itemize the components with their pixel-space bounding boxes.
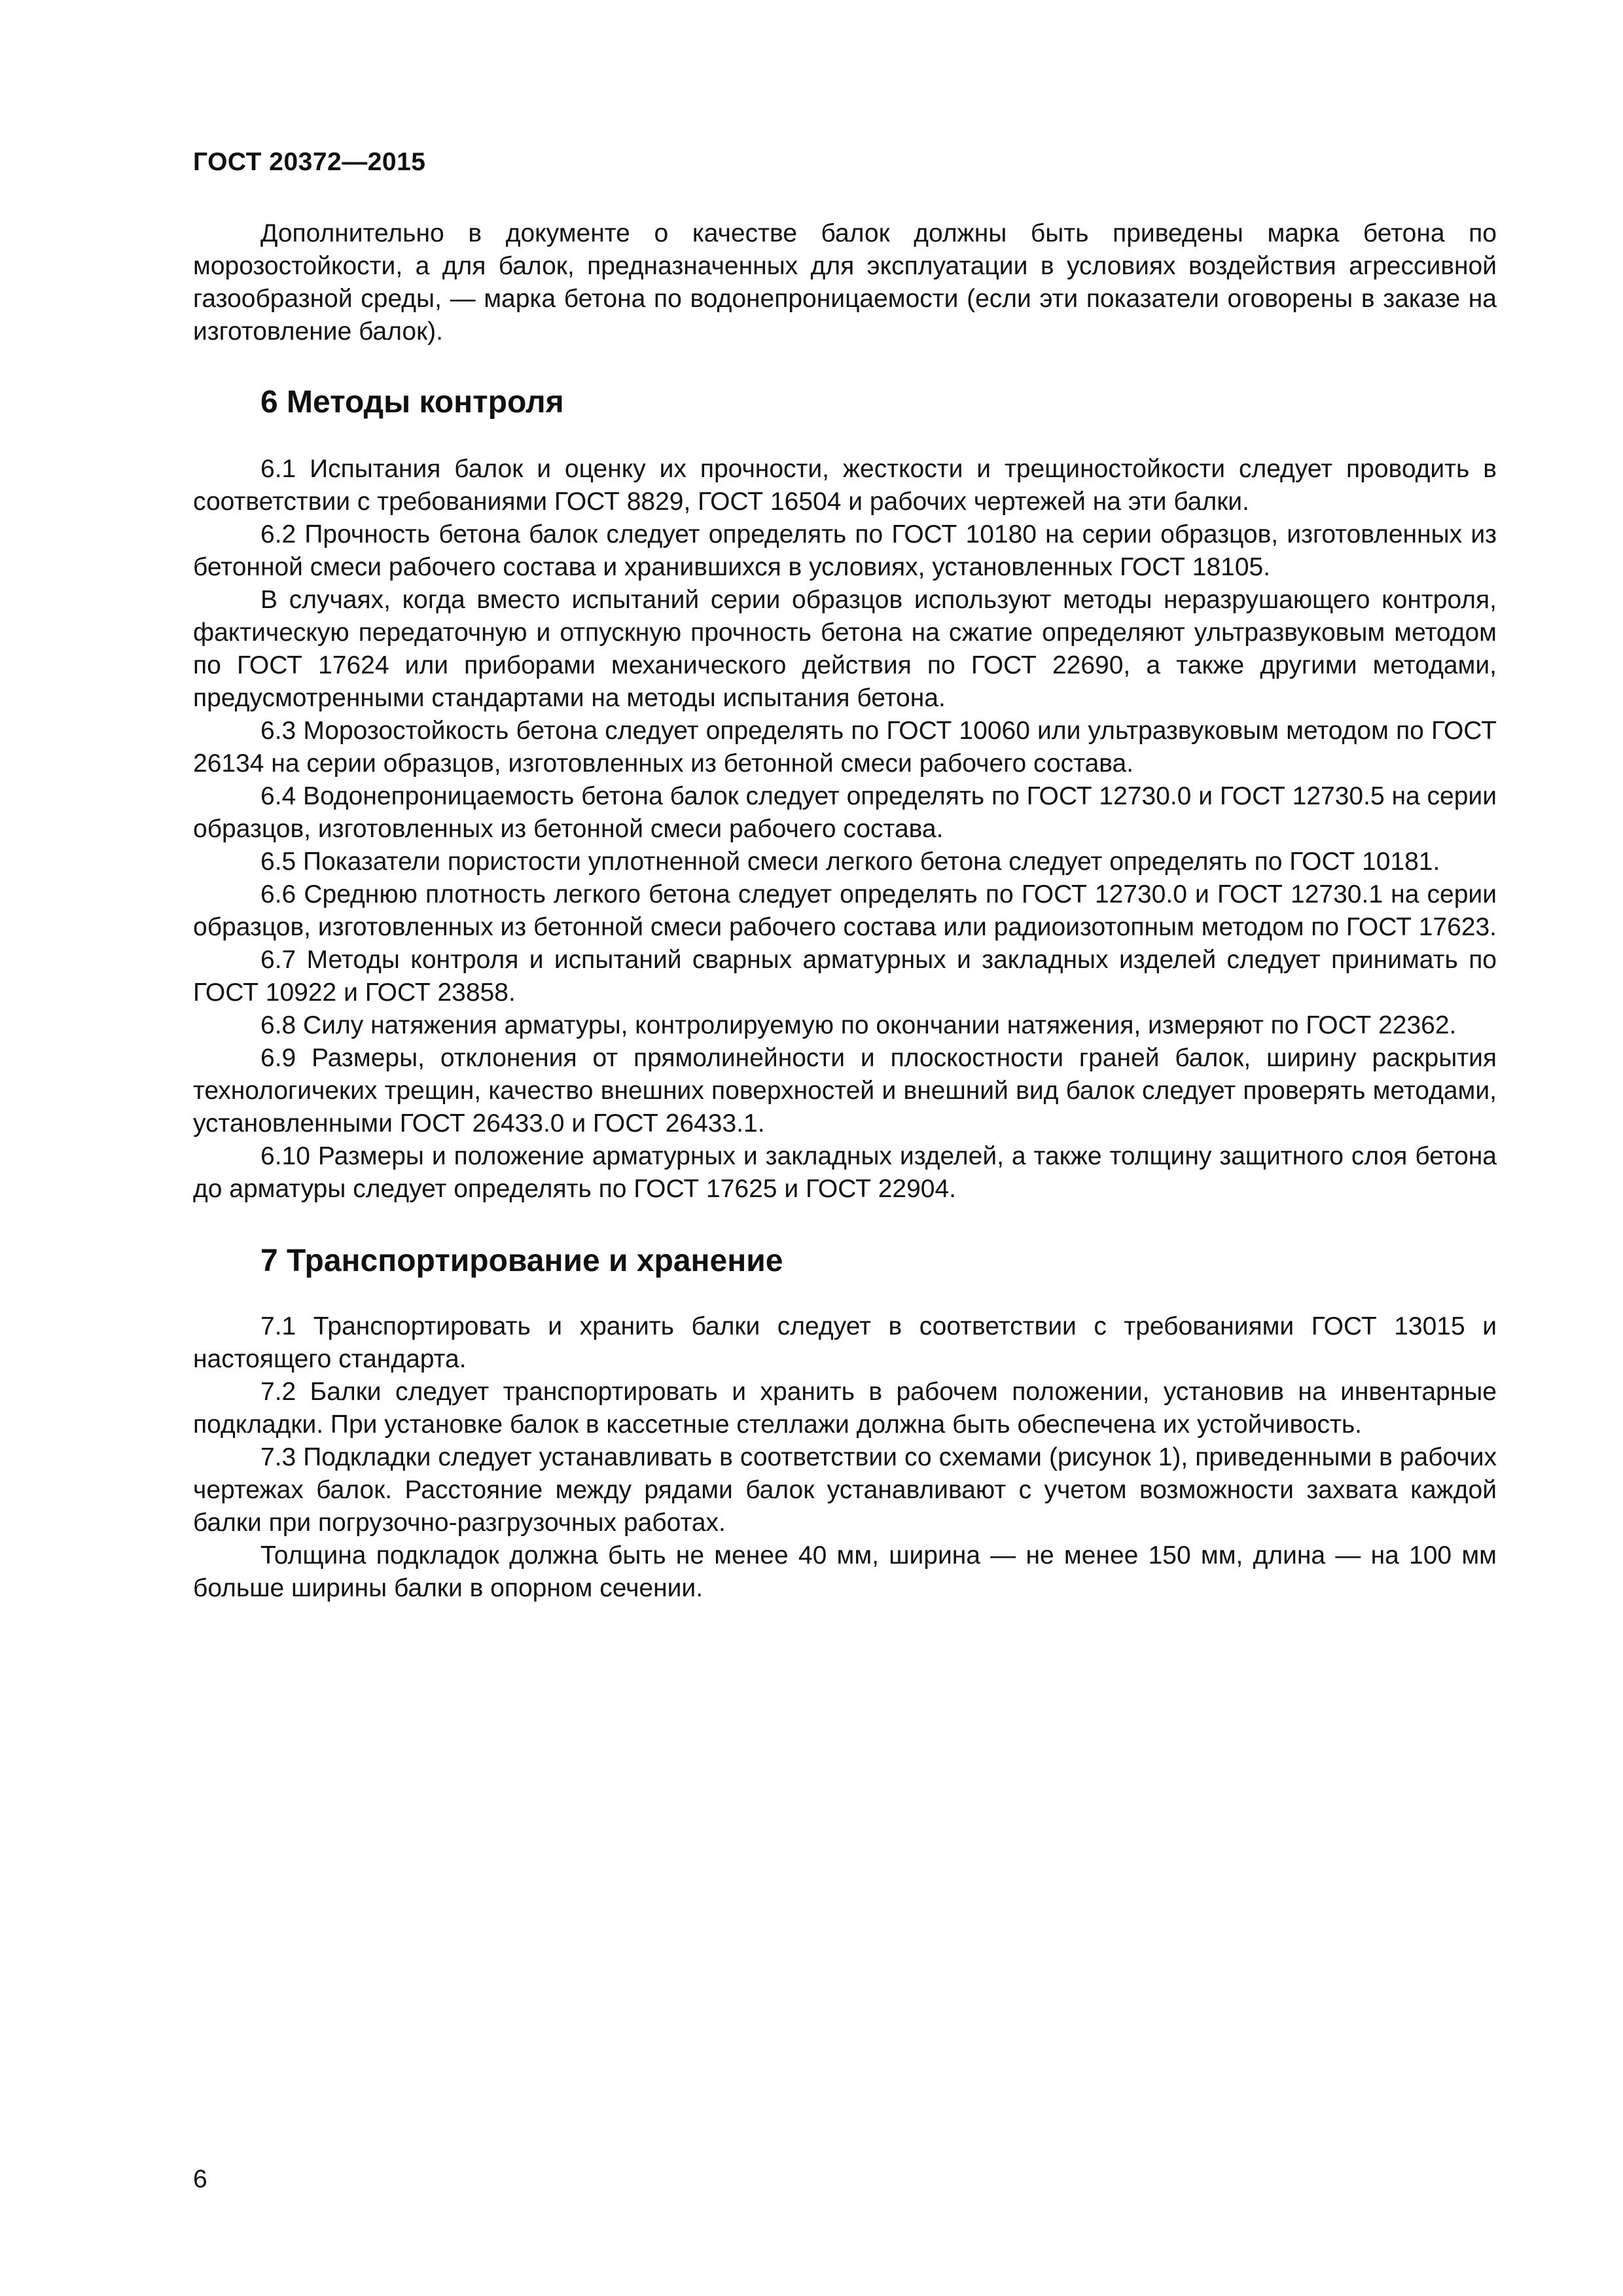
- clause-6-3: 6.3 Морозостойкость бетона следует определять по ГОСТ 10060 или ультразвуковым методом по ГОСТ 26134 на серии образцов, изготовленных из бетонной смеси рабочего состава.: [193, 717, 1497, 778]
- page-number: 6: [193, 2165, 207, 2193]
- clause-6-5: 6.5 Показатели пористости уплотненной смеси легкого бетона следует определять по ГОСТ 10181.: [260, 848, 1440, 876]
- clause-7-3: 7.3 Подкладки следует устанавливать в соответствии со схемами (рисунок 1), приведенными в рабочих чертежах балок. Расстояние между рядами балок устанавливают с учетом возможности захвата каждой балки при погрузочно-разгрузочных работах.: [193, 1443, 1497, 1537]
- clause-7-1: 7.1 Транспортировать и хранить балки следует в соответствии с требованиями ГОСТ 13015 и настоящего стандарта.: [193, 1312, 1497, 1373]
- clause-6-7: 6.7 Методы контроля и испытаний сварных арматурных и закладных изделей следует принимать по ГОСТ 10922 и ГОСТ 23858.: [193, 946, 1497, 1007]
- document-body: [193, 217, 1497, 1605]
- clause-6-4: 6.4 Водонепроницаемость бетона балок следует определять по ГОСТ 12730.0 и ГОСТ 12730.5 на серии образцов, изготовленных из бетонной смеси рабочего состава.: [193, 782, 1497, 843]
- document-code-header: ГОСТ 20372—2015: [193, 148, 426, 176]
- clause-6-8: 6.8 Силу натяжения арматуры, контролируемую по окончании натяжения, измеряют по ГОСТ 22362.: [260, 1011, 1457, 1039]
- clause-6-2-continuation: В случаях, когда вместо испытаний серии образцов используют методы неразрушающего контроля, фактическую передаточную и отпускную прочность бетона на сжатие определяют ультразвуковым методом по ГОСТ 17624 или приборами механического действия по ГОСТ 22690, а также другими методами, предусмотренными стандартами на методы испытания бетона.: [193, 586, 1497, 712]
- clause-6-1: 6.1 Испытания балок и оценку их прочности, жесткости и трещиностойкости следует проводить в соответствии с требованиями ГОСТ 8829, ГОСТ 16504 и рабочих чертежей на эти балки.: [193, 455, 1497, 516]
- clause-6-10: 6.10 Размеры и положение арматурных и закладных изделей, а также толщину защитного слоя бетона до арматуры следует определять по ГОСТ 17625 и ГОСТ 22904.: [193, 1142, 1497, 1203]
- clause-7-3-continuation: Толщина подкладок должна быть не менее 40 мм, ширина — не менее 150 мм, длина — на 100 мм больше ширины балки в опорном сечении.: [193, 1541, 1497, 1602]
- clause-7-2: 7.2 Балки следует транспортировать и хранить в рабочем положении, установив на инвентарные подкладки. При установке балок в кассетные стеллажи должна быть обеспечена их устойчивость.: [193, 1378, 1497, 1439]
- clause-6-2: 6.2 Прочность бетона балок следует определять по ГОСТ 10180 на серии образцов, изготовленных из бетонной смеси рабочего состава и хранившихся в условиях, установленных ГОСТ 18105.: [193, 520, 1497, 581]
- intro-paragraph: Дополнительно в документе о качестве балок должны быть приведены марка бетона по морозостойкости, а для балок, предназначенных для эксплуатации в условиях воздействия агрессивной газообразной среды, — марка бетона по водонепроницаемости (если эти показатели оговорены в заказе на изготовление балок).: [193, 219, 1497, 346]
- clause-6-9: 6.9 Размеры, отклонения от прямолинейности и плоскостности граней балок, ширину раскрытия технологичеких трещин, качество внешних поверхностей и внешний вид балок следует проверять методами, установленными ГОСТ 26433.0 и ГОСТ 26433.1.: [193, 1044, 1497, 1138]
- clause-6-6: 6.6 Среднюю плотность легкого бетона следует определять по ГОСТ 12730.0 и ГОСТ 12730.1 на серии образцов, изготовленных из бетонной смеси рабочего состава или радиоизотопным методом по ГОСТ 17623.: [193, 880, 1497, 941]
- section-7-heading: 7 Транспортирование и хранение: [260, 1244, 783, 1278]
- section-6-heading: 6 Методы контроля: [260, 385, 564, 420]
